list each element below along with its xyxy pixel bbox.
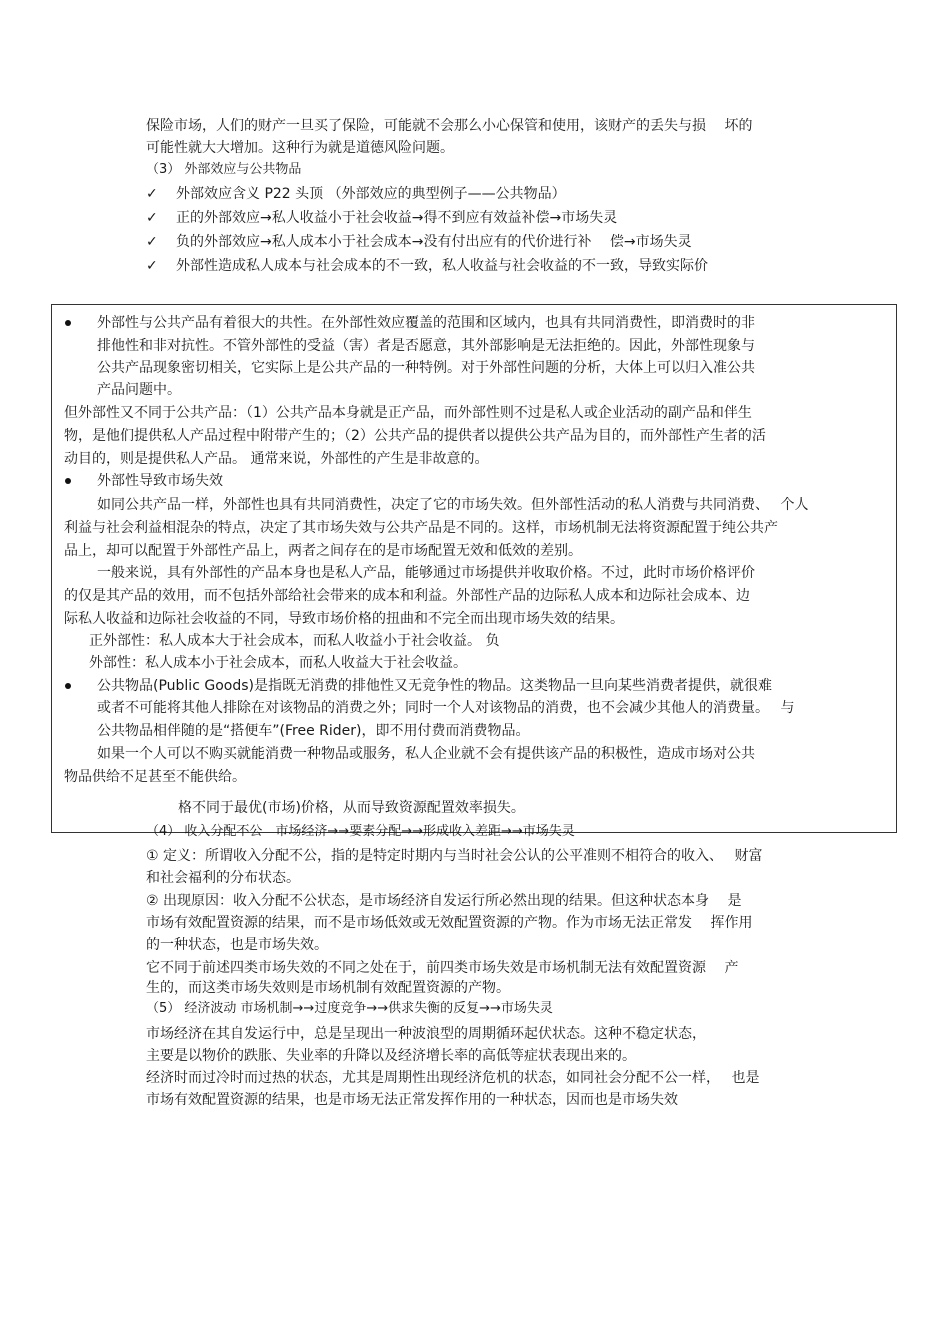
- text-line: 或者不可能将其他人排除在对该物品的消费之外；同时一个人对该物品的消费，也不会减少其他人的消费量。 与: [97, 700, 795, 716]
- text-line: 利益与社会利益相混杂的特点，决定了其市场失效与公共产品是不同的。这样，市场机制无法将资源配置于纯公共产: [64, 520, 778, 536]
- check-item-text: 外部性造成私人成本与社会成本的不一致，私人收益与社会收益的不一致，导致实际价: [176, 258, 708, 274]
- text-line: 可能性就大大增加。这种行为就是道德风险问题。: [146, 140, 454, 156]
- bullet-icon: [65, 683, 71, 689]
- check-icon: ✓: [146, 186, 158, 202]
- bullet-icon: [65, 478, 71, 484]
- section-heading-5: （5） 经济波动 市场机制→→过度竞争→→供求失衡的反复→→市场失灵: [146, 1001, 553, 1016]
- text-line: 一般来说，具有外部性的产品本身也是私人产品，能够通过市场提供并收取价格。不过，此时市场价格评价: [97, 565, 755, 581]
- text-line: 的仅是其产品的效用，而不包括外部给社会带来的成本和利益。外部性产品的边际私人成本和边际社会成本、边: [64, 588, 750, 604]
- check-item-text: 外部效应含义 P22 头顶 （外部效应的典型例子——公共物品）: [176, 186, 566, 202]
- check-icon: ✓: [146, 258, 158, 274]
- check-item-text: 负的外部效应→私人成本小于社会成本→没有付出应有的代价进行补 偿→市场失灵: [176, 234, 692, 250]
- bullet-heading: 外部性导致市场失效: [97, 473, 223, 489]
- text-line: 品上，却可以配置于外部性产品上，两者之间存在的是市场配置无效和低效的差别。: [64, 543, 582, 559]
- section-heading-4: （4） 收入分配不公 市场经济→→要素分配→→形成收入差距→→市场失灵: [146, 824, 575, 839]
- text-line: 物，是他们提供私人产品过程中附带产生的；（2）公共产品的提供者以提供公共产品为目的，而外部性产生者的活: [64, 428, 766, 444]
- text-line: 市场有效配置资源的结果，也是市场无法正常发挥作用的一种状态，因而也是市场失效: [146, 1092, 678, 1108]
- text-line: 排他性和非对抗性。不管外部性的受益（害）者是否愿意，其外部影响是无法拒绝的。因此，外部性现象与: [97, 338, 755, 354]
- text-line: 际私人收益和边际社会收益的不同，导致市场价格的扭曲和不完全而出现市场失效的结果。: [64, 611, 624, 627]
- bullet-icon: [65, 320, 71, 326]
- text-line: 但外部性又不同于公共产品：（1）公共产品本身就是正产品，而外部性则不过是私人或企业活动的副产品和伴生: [64, 405, 752, 421]
- text-line: 保险市场，人们的财产一旦买了保险，可能就不会那么小心保管和使用，该财产的丢失与损 坏的: [146, 118, 753, 134]
- text-line: 动目的，则是提供私人产品。 通常来说，外部性的产生是非故意的。: [64, 451, 489, 467]
- check-item: [146, 232, 692, 252]
- text-line: 外部性与公共产品有着很大的共性。在外部性效应覆盖的范围和区域内，也具有共同消费性，即消费时的非: [97, 315, 755, 331]
- text-line: 主要是以物价的跌胀、失业率的升降以及经济增长率的高低等症状表现出来的。: [146, 1048, 636, 1064]
- check-item: [146, 256, 708, 276]
- text-line: 市场有效配置资源的结果，而不是市场低效或无效配置资源的产物。作为市场无法正常发 挥作用: [146, 915, 753, 931]
- text-line: 格不同于最优(市场)价格，从而导致资源配置效率损失。: [178, 800, 525, 816]
- text-line: 正外部性：私人成本大于社会成本，而私人收益小于社会收益。 负: [89, 633, 500, 649]
- check-icon: ✓: [146, 234, 158, 250]
- check-item-text: 正的外部效应→私人收益小于社会收益→得不到应有效益补偿→市场失灵: [176, 210, 618, 226]
- text-line: 经济时而过冷时而过热的状态，尤其是周期性出现经济危机的状态，如同社会分配不公一样， 也是: [146, 1070, 760, 1086]
- text-line: 产品问题中。: [97, 382, 181, 398]
- check-icon: ✓: [146, 210, 158, 226]
- check-item: [146, 208, 617, 228]
- text-line: 公共产品现象密切相关，它实际上是公共产品的一种特例。对于外部性问题的分析，大体上可以归入准公共: [97, 360, 755, 376]
- text-line: ① 定义：所谓收入分配不公，指的是特定时期内与当时社会公认的公平准则不相符合的收入、 财富: [146, 848, 763, 864]
- text-line: 市场经济在其自发运行中，总是呈现出一种波浪型的周期循环起伏状态。这种不稳定状态，: [146, 1026, 706, 1042]
- section-heading-3: （3） 外部效应与公共物品: [146, 162, 302, 177]
- text-line: 如同公共产品一样，外部性也具有共同消费性，决定了它的市场失效。但外部性活动的私人消费与共同消费、 个人: [97, 497, 809, 513]
- text-line: 公共物品(Public Goods)是指既无消费的排他性又无竞争性的物品。这类物品一旦向某些消费者提供，就很难: [97, 678, 772, 694]
- text-line: 公共物品相伴随的是“搭便车”(Free Rider)，即不用付费而消费物品。: [97, 723, 530, 739]
- text-line: 物品供给不足甚至不能供给。: [64, 769, 246, 785]
- text-line: ② 出现原因：收入分配不公状态，是市场经济自发运行所必然出现的结果。但这种状态本身 是: [146, 893, 742, 909]
- text-line: 和社会福利的分布状态。: [146, 870, 300, 886]
- text-line: 外部性：私人成本小于社会成本，而私人收益大于社会收益。: [89, 655, 467, 671]
- text-line: 生的，而这类市场失效则是市场机制有效配置资源的产物。: [146, 980, 510, 996]
- text-line: 的一种状态，也是市场失效。: [146, 937, 328, 953]
- check-item: [146, 184, 566, 204]
- text-line: 如果一个人可以不购买就能消费一种物品或服务，私人企业就不会有提供该产品的积极性，造成市场对公共: [97, 746, 755, 762]
- text-line: 它不同于前述四类市场失效的不同之处在于，前四类市场失效是市场机制无法有效配置资源 产: [146, 960, 739, 976]
